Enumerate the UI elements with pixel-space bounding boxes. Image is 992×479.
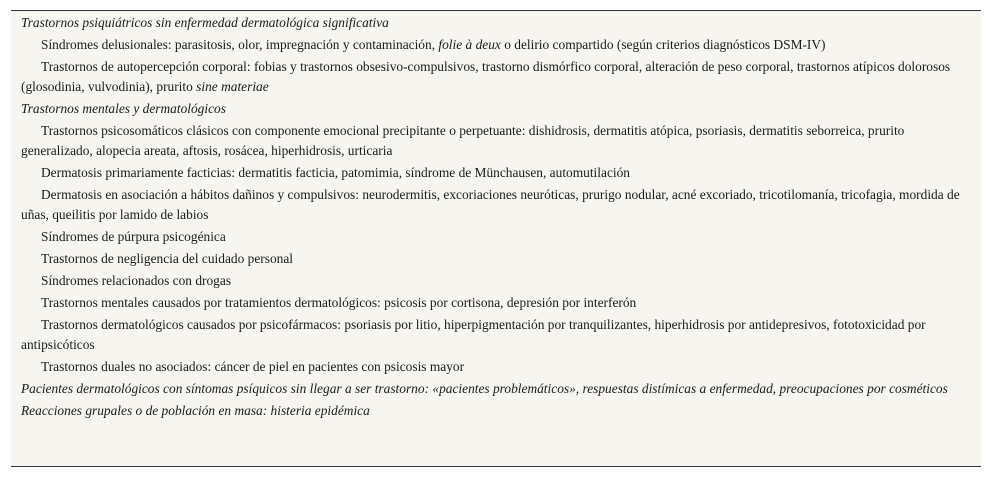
subitem-row (21, 227, 971, 247)
subitem-row (21, 35, 971, 55)
row-text: Dermatosis primariamente facticias: dermatitis facticia, patomimia, síndrome de Münchausen, automutilación (41, 165, 630, 180)
row-text: Trastornos mentales causados por tratamientos dermatológicos: psicosis por cortisona, depresión por interferón (41, 295, 637, 310)
row-text: Trastornos psicosomáticos clásicos con componente emocional precipitante o perpetuante: dishidrosis, dermatitis atópica, psoriasis, dermatitis seborreica, prurito generalizado, alopecia areata, aftosis, rosácea, hiperhidrosis, urticaria (21, 123, 905, 158)
subitem-row (21, 271, 971, 291)
row-italic-term: sine materiae (196, 79, 269, 94)
subitem-row (21, 185, 971, 225)
subitem-row (21, 293, 971, 313)
subitem-row (21, 357, 971, 377)
row-text: Dermatosis en asociación a hábitos dañinos y compulsivos: neurodermitis, excoriaciones neuróticas, prurigo nodular, acné excoriado, tricotilomanía, tricofagia, mordida de uñas, queilitis por lamido de labios (21, 187, 960, 222)
classification-table (11, 10, 981, 467)
row-text: Síndromes delusionales: parasitosis, olor, impregnación y contaminación, (41, 37, 439, 52)
subitem-row (21, 57, 971, 97)
row-text: Trastornos dermatológicos causados por psicofármacos: psoriasis por litio, hiperpigmentación por tranquilizantes, hiperhidrosis por antidepresivos, fototoxicidad por antipsicóticos (21, 317, 926, 352)
subitem-row (21, 163, 971, 183)
row-text: Síndromes de púrpura psicogénica (41, 229, 226, 244)
category-row: Reacciones grupales o de población en masa: histeria epidémica (21, 403, 370, 418)
row-italic-term: folie à deux (438, 37, 501, 52)
subitem-row (21, 249, 971, 269)
table-rows (11, 11, 981, 421)
subitem-row (21, 121, 971, 161)
row-text: Trastornos de autopercepción corporal: fobias y trastornos obsesivo-compulsivos, trastorno dismórfico corporal, alteración de peso corporal, trastornos atípicos dolorosos (glosodinia, vulvodinia), prurito (21, 59, 951, 94)
row-text: Trastornos duales no asociados: cáncer de piel en pacientes con psicosis mayor (41, 359, 465, 374)
row-text-after: o delirio compartido (según criterios diagnósticos DSM-IV) (500, 37, 826, 52)
row-text: Trastornos de negligencia del cuidado personal (41, 251, 294, 266)
subitem-row (21, 315, 971, 355)
category-row: Pacientes dermatológicos con síntomas psíquicos sin llegar a ser trastorno: «pacientes problemáticos», respuestas distímicas a enfermedad, preocupaciones por cosméticos (21, 381, 948, 396)
category-row: Trastornos psiquiátricos sin enfermedad dermatológica significativa (21, 15, 389, 30)
category-row: Trastornos mentales y dermatológicos (21, 101, 226, 116)
row-text: Síndromes relacionados con drogas (41, 273, 232, 288)
